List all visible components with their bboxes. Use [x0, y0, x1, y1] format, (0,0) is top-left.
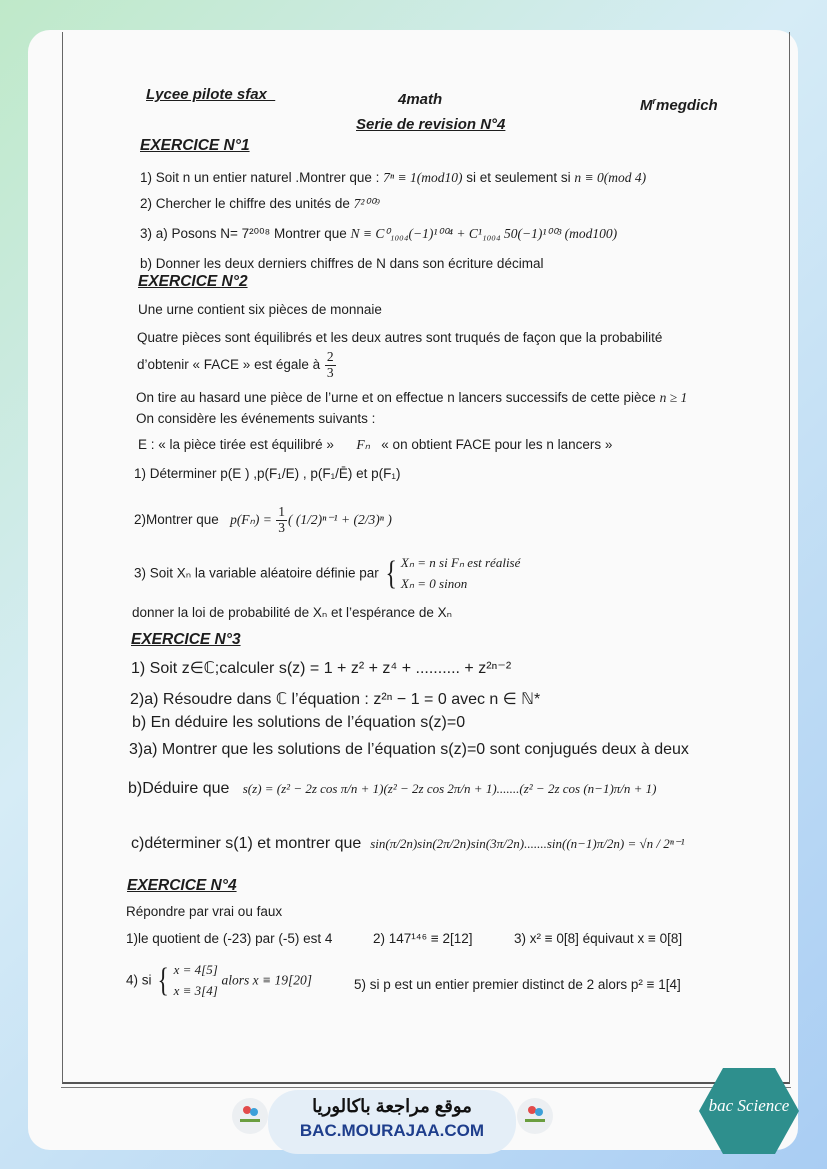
- ex1-q3b: b) Donner les deux derniers chiffres de N dans son écriture décimal: [140, 256, 544, 271]
- ex4-item3: 3) x² ≡ 0[8] équivaut x ≡ 0[8]: [514, 931, 683, 946]
- ex4-item1: 1)le quotient de (-23) par (-5) est 4: [126, 931, 333, 946]
- serie-title: Serie de revision N°4: [356, 116, 506, 133]
- ex2-line3: d’obtenir « FACE » est égale à $\frac{2}{3}$: [137, 349, 334, 380]
- ex1-q3a: 3) a) Posons N= 7²⁰⁰⁸ Montrer que N ≡ C⁰₁₀₀₄(−1)¹⁰⁰⁴ + C¹₁₀₀₄ 50(−1)¹⁰⁰³ (mod100): [140, 226, 618, 241]
- ex2-line5: On considère les événements suivants :: [136, 411, 376, 426]
- exercise-1-title: EXERCICE N°1: [140, 137, 250, 154]
- ex4-intro: Répondre par vrai ou faux: [126, 904, 283, 919]
- ex4-item5: 5) si p est un entier premier distinct de 2 alors p² ≡ 1[4]: [354, 977, 681, 992]
- exercise-3-title: EXERCICE N°3: [131, 631, 241, 648]
- ex4-item4: 4) si { x = 4[5] x ≡ 3[4] alors x ≡ 19[20]: [126, 961, 313, 999]
- class-name: 4math: [398, 91, 443, 108]
- ex2-q3: 3) Soit Xₙ la variable aléatoire définie par { Xₙ = n si Fₙ est réalisé Xₙ = 0 sinon: [134, 554, 521, 592]
- ex2-line2: Quatre pièces sont équilibrés et les deux autres sont truqués de façon que la probabilité: [137, 330, 663, 345]
- exercise-4-title: EXERCICE N°4: [127, 877, 237, 894]
- ex1-q1: 1) Soit n un entier naturel .Montrer que : 7ⁿ ≡ 1(mod10) si et seulement si n ≡ 0(mod 4): [140, 170, 647, 185]
- ex2-line1: Une urne contient six pièces de monnaie: [138, 302, 382, 317]
- right-logo-icon: [517, 1098, 553, 1134]
- exercise-2-title: EXERCICE N°2: [138, 273, 248, 290]
- ex3-q3a: 3)a) Montrer que les solutions de l’équation s(z)=0 sont conjugués deux à deux: [129, 741, 689, 758]
- school-name: Lycee pilote sfax_: [146, 86, 276, 103]
- ex3-q3c: c)déterminer s(1) et montrer que sin(π/2n)sin(2π/2n)sin(3π/2n).......sin((n−1)π/2n) = √n / 2ⁿ⁻¹: [131, 835, 685, 852]
- teacher-name: $M^rmegdich$: [640, 96, 718, 114]
- ex3-q2b: b) En déduire les solutions de l’équation s(z)=0: [132, 714, 466, 731]
- banner-arabic-text: موقع مراجعة باكالوريا: [312, 1096, 472, 1116]
- ex2-q1: 1) Déterminer p(E ) ,p(F₁/E) , p(F₁/Ē) et p(F₁): [134, 466, 401, 481]
- footer-banner[interactable]: [268, 1090, 516, 1154]
- system-brace-2: {: [157, 961, 170, 999]
- ex3-q2a: 2)a) Résoudre dans ℂ l’équation : z²ⁿ − 1 = 0 avec n ∈ ℕ*: [130, 691, 541, 708]
- bac-science-badge: [697, 1066, 801, 1156]
- system-brace: {: [384, 554, 397, 592]
- ex3-q3b: b)Déduire que s(z) = (z² − 2z cos π/n + 1)(z² − 2z cos 2π/n + 1).......(z² − 2z cos (n−1)π/n + 1): [128, 780, 657, 797]
- ex1-q2: 2) Chercher le chiffre des unités de 7²⁰⁰⁹: [140, 196, 380, 211]
- ex3-q1: 1) Soit z∈ℂ;calculer s(z) = 1 + z² + z⁴ + .......... + z²ⁿ⁻²: [131, 660, 512, 677]
- ex2-events: E : « la pièce tirée est équilibré » Fₙ « on obtient FACE pour les n lancers »: [138, 437, 613, 452]
- badge-text: bac Science: [708, 1096, 790, 1115]
- ex2-line4: On tire au hasard une pièce de l’urne et on effectue n lancers successifs de cette pièce n ≥ 1: [136, 390, 688, 405]
- left-logo-icon: [232, 1098, 268, 1134]
- ex2-q2: 2)Montrer que p(Fₙ) = $\frac{1}{3}$ ( (1/2)ⁿ⁻¹ + (2/3)ⁿ ): [134, 504, 392, 535]
- fraction-two-thirds: $\frac{2}{3}$: [326, 349, 334, 380]
- banner-url-link[interactable]: BAC.MOURAJAA.COM: [299, 1121, 485, 1140]
- ex2-q4: donner la loi de probabilité de Xₙ et l’espérance de Xₙ: [132, 605, 452, 620]
- ex4-item2: 2) 147¹⁴⁶ ≡ 2[12]: [373, 931, 473, 946]
